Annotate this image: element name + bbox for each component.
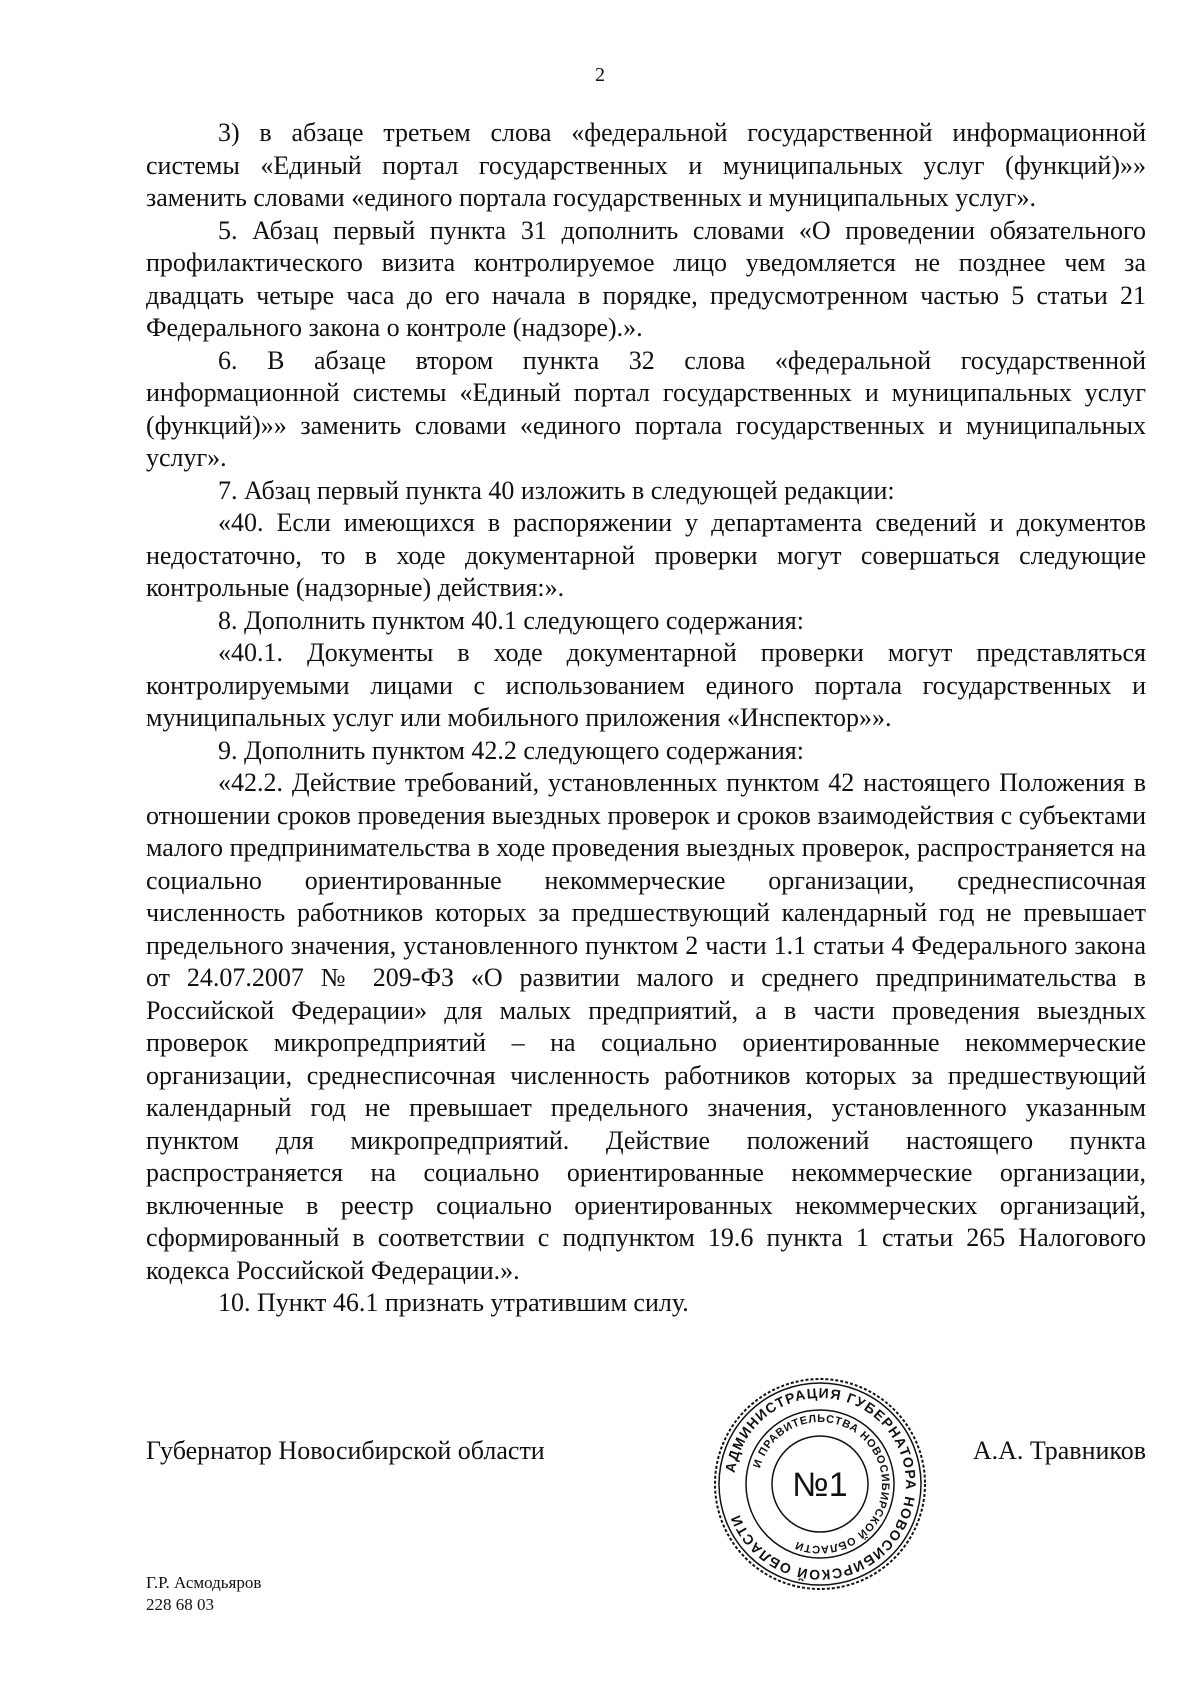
paragraph: 10. Пункт 46.1 признать утратившим силу. bbox=[218, 1288, 689, 1317]
paragraph: «40. Если имеющихся в распоряжении у департамента сведений и документов недостаточно, то в ходе документарной проверки могут совершаться следующие контрольные (надзорные) действия:». bbox=[146, 508, 1146, 602]
paragraph: «42.2. Действие требований, установленных пунктом 42 настоящего Положения в отношении сроков проведения выездных проверок и сроков взаимодействия с субъектами малого предпринимательства в ходе проведения выездных проверок, распространяется на социально ориентированные некоммерческие организации, среднесписочная численность работников которых за предшествующий календарный год не превышает предельного значения, установленного пунктом 2 части 1.1 статьи 4 Федерального закона от 24.07.2007 № 209-ФЗ «О развитии малого и среднего предпринимательства в Российской Федерации» для малых предприятий, а в части проведения выездных проверок микропредприятий – на социально ориентированные некоммерческие организации, среднесписочная численность работников которых за предшествующий календарный год не превышает предельного значения, установленного указанным пунктом для микропредприятий. Действие положений настоящего пункта распространяется на социально ориентированные некоммерческие организации, включенные в реестр социально ориентированных некоммерческих организаций, сформированный в соответствии с подпунктом 19.6 пункта 1 статьи 265 Налогового кодекса Российской Федерации.». bbox=[146, 768, 1146, 1285]
signer-name: А.А. Травников bbox=[972, 1436, 1146, 1465]
paragraph: 7. Абзац первый пункта 40 изложить в следующей редакции: bbox=[218, 475, 895, 505]
signature-block bbox=[146, 1436, 1146, 1476]
paragraph: «40.1. Документы в ходе документарной проверки могут представляться контролируемыми лицами с использованием единого портала государственных и муниципальных услуг или мобильного приложения «Инспектор»». bbox=[146, 638, 1146, 732]
paragraph: 3) в абзаце третьем слова «федеральной государственной информационной системы «Единый портал государственных и муниципальных услуг (функций)»» заменить словами «единого портала государственных и муниципальных услуг». bbox=[146, 118, 1146, 212]
executor-phone: 228 68 03 bbox=[146, 1595, 214, 1614]
seal-inner-text: И ПРАВИТЕЛЬСТВА НОВОСИБИРСКОЙ ОБЛАСТИ bbox=[751, 1412, 892, 1556]
paragraph: 9. Дополнить пунктом 42.2 следующего содержания: bbox=[218, 735, 804, 765]
official-seal bbox=[710, 1374, 930, 1594]
signer-title: Губернатор Новосибирской области bbox=[146, 1436, 545, 1465]
paragraph: 8. Дополнить пунктом 40.1 следующего содержания: bbox=[218, 605, 804, 635]
seal-center-number: №1 bbox=[792, 1466, 848, 1504]
seal-outer-text: АДМИНИСТРАЦИЯ ГУБЕРНАТОРА НОВОСИБИРСКОЙ ОБЛАСТИ bbox=[721, 1384, 920, 1584]
document-body bbox=[146, 117, 1146, 1320]
paragraph: 6. В абзаце втором пункта 32 слова «федеральной государственной информационной системы «Единый портал государственных и муниципальных услуг (функций)»» заменить словами «единого портала государственных и муниципальных услуг». bbox=[146, 345, 1146, 472]
executor-name: Г.Р. Асмодьяров bbox=[146, 1573, 262, 1592]
page-number: 2 bbox=[595, 64, 605, 86]
paragraph: 5. Абзац первый пункта 31 дополнить словами «О проведении обязательного профилактического визита контролируемое лицо уведомляется не позднее чем за двадцать четыре часа до его начала в порядке, предусмотренном частью 5 статьи 21 Федерального закона о контроле (надзоре).». bbox=[146, 215, 1146, 342]
executor-info bbox=[146, 1572, 261, 1616]
